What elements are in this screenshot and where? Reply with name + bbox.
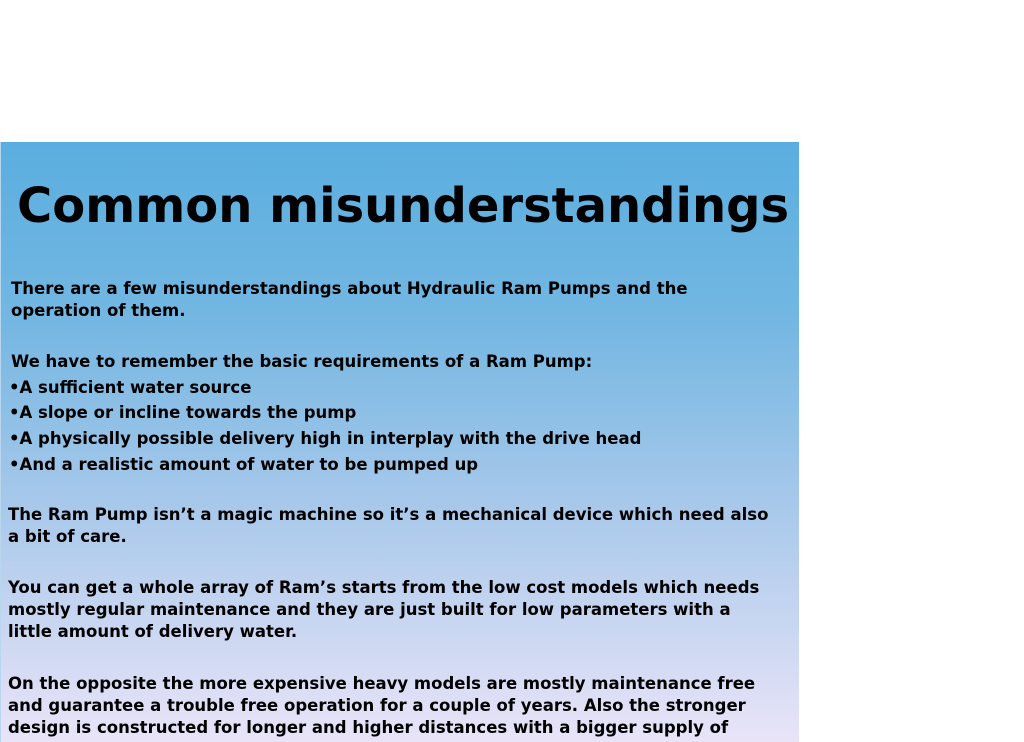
intro-line-1: There are a few misunderstandings about Hydraulic Ram Pumps and the (11, 279, 688, 298)
models-line-3: little amount of delivery water. (8, 622, 298, 641)
slide (0, 142, 799, 742)
care-line-2: a bit of care. (8, 527, 127, 546)
requirement-item: •And a realistic amount of water to be pumped up (9, 455, 479, 474)
expensive-line-2: and guarantee a trouble free operation for a couple of years. Also the stronger (8, 696, 746, 715)
requirement-item: •A sufficient water source (9, 378, 252, 397)
expensive-line-3: design is constructed for longer and higher distances with a bigger supply of (8, 718, 729, 737)
expensive-line-1: On the opposite the more expensive heavy models are mostly maintenance free (8, 674, 756, 693)
requirements-heading: We have to remember the basic requirements of a Ram Pump: (11, 352, 593, 371)
models-line-2: mostly regular maintenance and they are just built for low parameters with a (8, 600, 731, 619)
models-line-1: You can get a whole array of Ram’s starts from the low cost models which needs (8, 578, 760, 597)
requirement-item: •A slope or incline towards the pump (9, 403, 357, 422)
care-line-1: The Ram Pump isn’t a magic machine so it’s a mechanical device which need also (8, 505, 769, 524)
slide-title: Common misunderstandings (17, 178, 790, 234)
requirement-item: •A physically possible delivery high in interplay with the drive head (9, 429, 642, 448)
intro-line-2: operation of them. (11, 301, 186, 320)
